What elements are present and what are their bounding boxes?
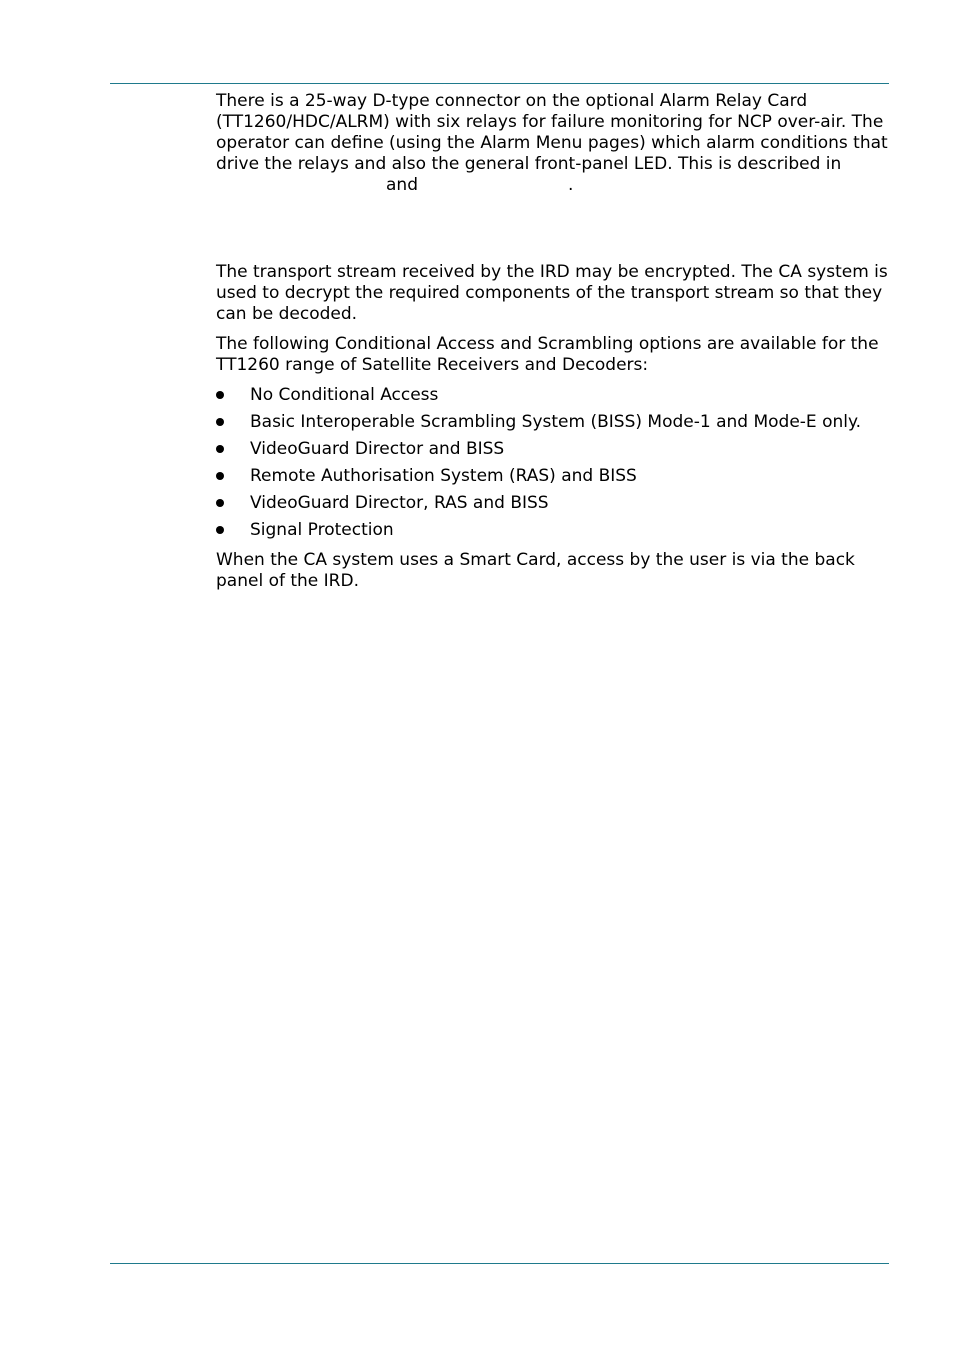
ca-options-intro: The following Conditional Access and Scrambling options are available for the TT1260 range of Satellite Receivers and Decoders: [216, 334, 879, 375]
list-item [216, 439, 892, 460]
list-item [216, 493, 892, 514]
list-item-text: Basic Interoperable Scrambling System (BISS) Mode-1 and Mode-E only. [250, 412, 862, 432]
sentence-end: . [567, 175, 574, 195]
footer-rule [110, 1263, 889, 1264]
ca-intro-paragraph: The transport stream received by the IRD may be encrypted. The CA system is used to decrypt the required components of the transport stream so that they can be decoded. [216, 262, 888, 324]
bullet-icon [216, 526, 224, 534]
list-item [216, 385, 892, 406]
list-item-text: VideoGuard Director and BISS [250, 439, 505, 459]
bullet-icon [216, 418, 224, 426]
ca-options-list [216, 385, 892, 541]
reference-joiner: and [386, 175, 418, 195]
list-item [216, 466, 892, 487]
page-body [216, 91, 892, 601]
bullet-icon [216, 499, 224, 507]
header-rule [110, 83, 889, 84]
list-item-text: VideoGuard Director, RAS and BISS [250, 493, 549, 513]
section-heading-space [216, 205, 892, 262]
list-item [216, 520, 892, 541]
list-item-text: Remote Authorisation System (RAS) and BISS [250, 466, 637, 486]
smart-card-paragraph: When the CA system uses a Smart Card, access by the user is via the back panel of the IRD. [216, 550, 855, 591]
list-item-text: No Conditional Access [250, 385, 439, 405]
bullet-icon [216, 472, 224, 480]
alarm-relay-text: There is a 25-way D-type connector on the optional Alarm Relay Card (TT1260/HDC/ALRM) with six relays for failure monitoring for NCP over-air. The operator can define (using the Alarm Menu pages) which alarm conditions that drive the relays and also the general front-panel LED. This is described in [216, 91, 888, 174]
bullet-icon [216, 445, 224, 453]
bullet-icon [216, 391, 224, 399]
list-item [216, 412, 892, 433]
list-item-text: Signal Protection [250, 520, 394, 540]
alarm-relay-paragraph [216, 91, 892, 196]
